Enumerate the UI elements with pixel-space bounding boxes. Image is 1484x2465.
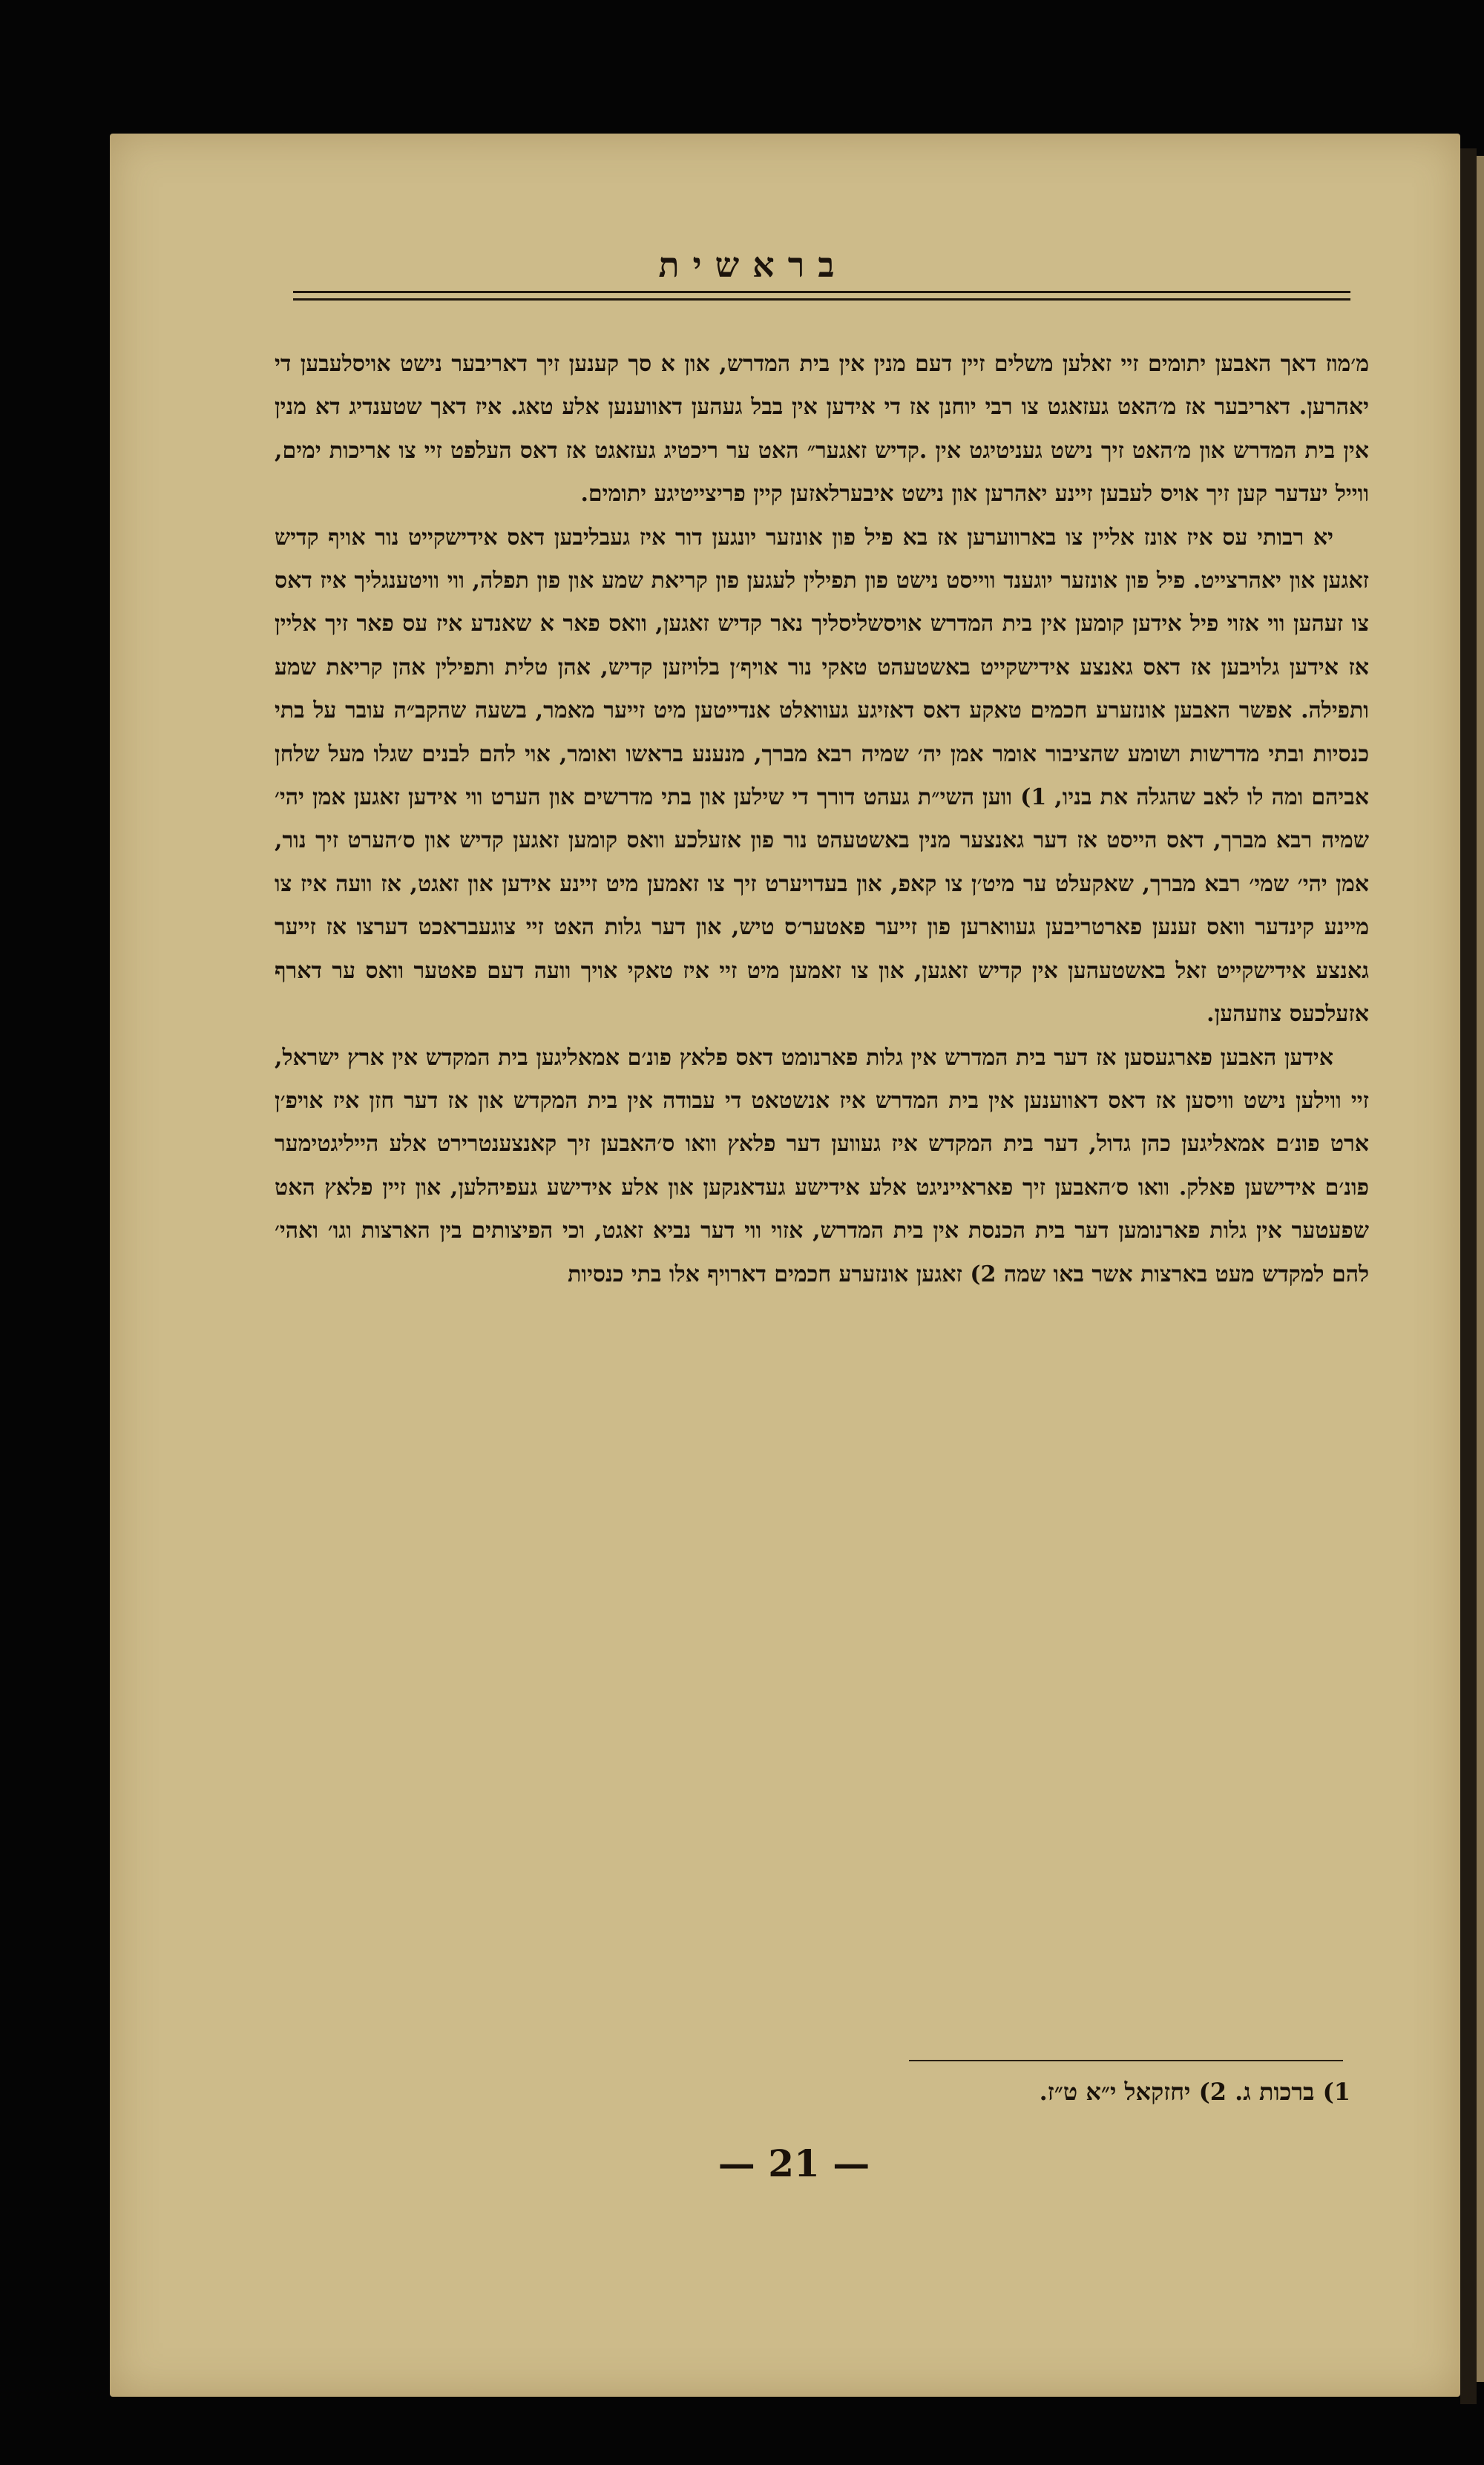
page-number: — 21 — <box>718 2141 870 2185</box>
book-spine-edge <box>1460 148 1477 2404</box>
paragraph-2: יא רבותי עס איז אונז אליין צו בארווערען אז בא פיל פון אונזער יונגען דור איז געבליבען דאס אידישקייט נור אויף קדיש זאגען און יאהרצייט. פיל פון אונזער יוגענד ווייסט נישט פון תפילין לעגען פון קריאת שמע און פון תפלה, ווי וויטענגליך איז דאס צו זעהען ווי אזוי פיל אידען קומען אין בית המדרש אויסשליסליך נאר קדיש זאגען, וואס פאר א שאנדע איז עס פאר זיך אליין אז אידען גלויבען אז דאס גאנצע אידישקייט באשטעהט טאקי נור אויף׳ן בלויזען קדיש, אהן טלית ותפילין אהן קריאת שמע ותפילה. אפשר האבען אונזערע חכמים טאקע דאס דאזיגע געוואלט אנדייטען מיט זייער מאמר, בשעה שהקב״ה עובר על בתי כנסיות ובתי מדרשות ושומע שהציבור אומר אמן יה׳ שמיה רבא מברך, מנענע בראשו ואומר, אוי להם לבנים שגלו מעל שלחן אביהם ומה לו לאב שהגלה את בניו, 1) ווען השי״ת געהט דורך די שילען און בתי מדרשים און הערט ווי אידען זאגען אמן יהי׳ שמיה רבא מברך, דאס הייסט אז דער גאנצער מנין באשטעהט נור פון אזעלכע וואס קומען זאגען קדיש און ס׳הערט זיך נור, אמן יהי׳ שמי׳ רבא מברך, שאקעלט ער מיט׳ן צו קאפ, און בעדויערט זיך צו זאמען מיט זיינע אידען און זאגט, אז וועה איז צו מיינע קינדער וואס זענען פארטריבען געווארען פון זייער פאטער׳ס טיש, און דער גלות האט זיי צוגעבראכט דערצו אז זייער גאנצע אידישקייט זאל באשטעהען אין קדיש זאגען, און צו זאמען מיט זיי איז טאקי אויך וועה דעם פאטער וואס ער דארף אזעלכעס צוזעהען. <box>275 524 1370 1028</box>
footnote-rule <box>909 2060 1343 2061</box>
footnotes: 1) ברכות ג. 2) יחזקאל י״א ט״ז. <box>1039 2078 1350 2106</box>
running-header: בראשית <box>658 245 848 285</box>
page-edge-strip <box>1477 156 1484 2382</box>
header-rule-top <box>293 291 1350 293</box>
paragraph-1: מ׳מוז דאך האבען יתומים זיי זאלען משלים זיין דעם מנין אין בית המדרש, און א סך קענען זיך דאריבער נישט אויסלעבען די יאהרען. דאריבער אז מ׳האט געזאגט צו רבי יוחנן אז די אידען אין בבל געהען דאווענען אלע טאג. איז דאך שטענדיג דא מנין אין בית המדרש און מ׳האט זיך נישט געניטיגט אין .קדיש זאגער״ האט ער ריכטיג געזאגט אז דאס העלפט זיי צו אריכות ימים, ווייל יעדער קען זיך אויס לעבען זיינע יאהרען און נישט איבערלאזען קיין פריצייטיגע יתומים. <box>275 351 1369 508</box>
body-text <box>275 343 1369 1296</box>
paragraph-3: אידען האבען פארגעסען אז דער בית המדרש אין גלות פארנומט דאס פלאץ פונ׳ם אמאליגען בית המקדש אין ארץ ישראל, זיי ווילען נישט וויסען אז דאס דאווענען אין בית המדרש איז אנשטאט די עבודה אין בית המקדש און אז דער חזן איז אויפ׳ן ארט פונ׳ם אמאליגען כהן גדול, דער בית המקדש איז געווען דער פלאץ וואו ס׳האבען זיך קאנצענטרירט אלע הייליגטימער פונ׳ם אידישען פאלק. וואו ס׳האבען זיך פאראייניגט אלע אידישע געדאנקען און אלע אידישע געפיהלען, און זיין פלאץ האט שפעטער אין גלות פארנומען דער בית הכנסת אין בית המדרש, אזוי ווי דער נביא זאגט, וכי הפיצותים בין הארצות וגו׳ ואהי׳ להם למקדש מעט בארצות אשר באו שמה 2) זאגען אונזערע חכמים דארויף אלו בתי כנסיות <box>275 1044 1369 1287</box>
header-rule-bottom <box>293 298 1350 301</box>
